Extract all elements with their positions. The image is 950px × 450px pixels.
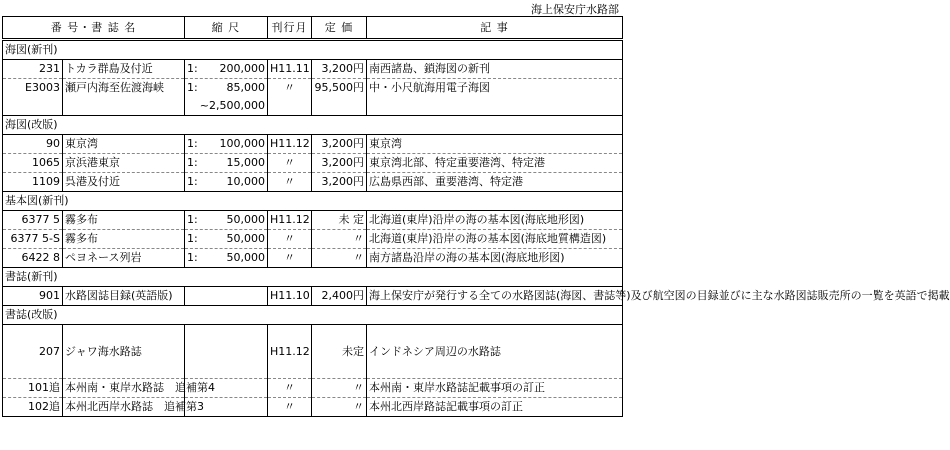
item-note: 本州北西岸路誌記載事項の訂正 [367,398,623,417]
item-scale [185,211,268,230]
item-name: 霧多布 [63,230,185,249]
item-price: 2,400円 [312,287,367,306]
spacer [268,97,312,116]
item-note: 海上保安庁が発行する全ての水路図誌(海図、書誌等)及び航空図の目録並びに主な水路図誌販売所の一覧を英語で掲載 [367,287,623,306]
section-spacer [185,40,268,60]
table-row-continued [3,97,623,116]
scale-value: 10,000 [226,175,265,188]
section-row [3,268,623,287]
header-number-name: 番 号・書 誌 名 [3,17,185,40]
scale-prefix: 1: [187,137,198,150]
item-price: 3,200円 [312,154,367,173]
section-spacer [185,192,268,211]
spacer [63,97,185,116]
scale-value: 15,000 [226,156,265,169]
scale-value: 100,000 [219,137,265,150]
header-row [3,17,623,40]
section-spacer [367,40,623,60]
item-number: E3003 [3,79,63,98]
item-name: 呉港及付近 [63,173,185,192]
section-spacer [312,192,367,211]
section-spacer [268,268,312,287]
section-spacer [367,306,623,325]
scale-prefix: 1: [187,232,198,245]
header-price: 定 価 [312,17,367,40]
section-spacer [185,268,268,287]
item-note: 南方諸島沿岸の海の基本図(海底地形図) [367,249,623,268]
item-name: トカラ群島及付近 [63,60,185,79]
item-note: 広島県西部、重要港湾、特定港 [367,173,623,192]
scale-prefix: 1: [187,251,198,264]
table-row [3,230,623,249]
table-row [3,249,623,268]
section-spacer [268,192,312,211]
section-spacer [367,192,623,211]
item-number: 1065 [3,154,63,173]
item-scale [185,173,268,192]
item-note: 北海道(東岸)沿岸の海の基本図(海底地形図) [367,211,623,230]
table-row [3,379,623,398]
item-name: ペヨネース列岩 [63,249,185,268]
header-notes: 記 事 [367,17,623,40]
item-note: 北海道(東岸)沿岸の海の基本図(海底地質構造図) [367,230,623,249]
item-scale [185,325,268,379]
table-row [3,287,623,306]
section-row [3,306,623,325]
section-title: 海図(新刊) [3,40,185,60]
section-row [3,40,623,60]
item-number: 102追 [3,398,63,417]
section-title: 基本図(新刊) [3,192,185,211]
item-scale [185,154,268,173]
item-scale-range: ~2,500,000 [185,97,268,116]
spacer [367,97,623,116]
item-scale [185,60,268,79]
table-row [3,173,623,192]
item-note: 東京湾北部、特定重要港湾、特定港 [367,154,623,173]
scale-prefix: 1: [187,175,198,188]
item-number: 6422 8 [3,249,63,268]
item-scale [185,287,268,306]
scale-value: 85,000 [226,81,265,94]
item-published: 〃 [268,398,312,417]
item-note: インドネシア周辺の水路誌 [367,325,623,379]
item-price: 〃 [312,398,367,417]
publication-table [2,16,950,417]
section-title: 書誌(新刊) [3,268,185,287]
scale-prefix: 1: [187,213,198,226]
section-spacer [312,306,367,325]
item-note: 中・小尺航海用電子海図 [367,79,623,98]
scale-prefix: 1: [187,62,198,75]
item-number: 1109 [3,173,63,192]
item-number: 901 [3,287,63,306]
section-spacer [312,116,367,135]
header-published: 刊行月 [268,17,312,40]
table-row [3,135,623,154]
item-number: 6377 5-S [3,230,63,249]
table-row [3,325,623,379]
item-number: 101追 [3,379,63,398]
item-published: 〃 [268,154,312,173]
item-name: 東京湾 [63,135,185,154]
section-spacer [367,116,623,135]
item-published: H11.12 [268,211,312,230]
organization-label: 海上保安庁水路部 [531,3,619,16]
scale-value: 200,000 [219,62,265,75]
item-price: 未 定 [312,211,367,230]
item-number: 207 [3,325,63,379]
item-price: 未定 [312,325,367,379]
section-title: 海図(改版) [3,116,185,135]
item-number: 231 [3,60,63,79]
section-spacer [268,306,312,325]
item-number: 6377 5 [3,211,63,230]
section-spacer [185,116,268,135]
table-row [3,211,623,230]
section-spacer [367,268,623,287]
item-price: 95,500円 [312,79,367,98]
item-published: 〃 [268,173,312,192]
spacer [312,97,367,116]
item-published: 〃 [268,379,312,398]
item-published: 〃 [268,249,312,268]
scale-prefix: 1: [187,81,198,94]
item-name: 本州南・東岸水路誌 追補第4 [63,379,185,398]
item-published: H11.12 [268,325,312,379]
item-name: 水路図誌目録(英語版) [63,287,185,306]
item-published: 〃 [268,230,312,249]
scale-value: 50,000 [226,213,265,226]
header-scale: 縮 尺 [185,17,268,40]
section-row [3,192,623,211]
item-scale [185,249,268,268]
item-published: 〃 [268,79,312,98]
section-title: 書誌(改版) [3,306,185,325]
item-price: 〃 [312,230,367,249]
item-price: 3,200円 [312,60,367,79]
item-price: 〃 [312,249,367,268]
table-row [3,60,623,79]
item-number: 90 [3,135,63,154]
section-row [3,116,623,135]
item-scale [185,230,268,249]
item-name: 京浜港東京 [63,154,185,173]
item-name: 本州北西岸水路誌 追補第3 [63,398,185,417]
spacer [3,97,63,116]
item-published: H11.10 [268,287,312,306]
item-name: 霧多布 [63,211,185,230]
section-spacer [268,116,312,135]
section-spacer [268,40,312,60]
scale-value: 50,000 [226,251,265,264]
item-published: H11.11 [268,60,312,79]
table-row [3,398,623,417]
scale-prefix: 1: [187,156,198,169]
item-name: 瀬戸内海至佐渡海峡 [63,79,185,98]
scale-value: 50,000 [226,232,265,245]
item-scale [185,135,268,154]
item-note: 本州南・東岸水路誌記載事項の訂正 [367,379,623,398]
table-row [3,154,623,173]
table-body [3,40,950,417]
section-spacer [312,40,367,60]
item-price: 3,200円 [312,173,367,192]
table-row [3,79,623,98]
section-spacer [185,306,268,325]
item-note: 東京湾 [367,135,623,154]
item-price: 3,200円 [312,135,367,154]
item-scale [185,79,268,98]
item-price: 〃 [312,379,367,398]
item-note: 南西諸島、鎖海図の新刊 [367,60,623,79]
section-spacer [312,268,367,287]
item-name: ジャワ海水路誌 [63,325,185,379]
item-published: H11.12 [268,135,312,154]
